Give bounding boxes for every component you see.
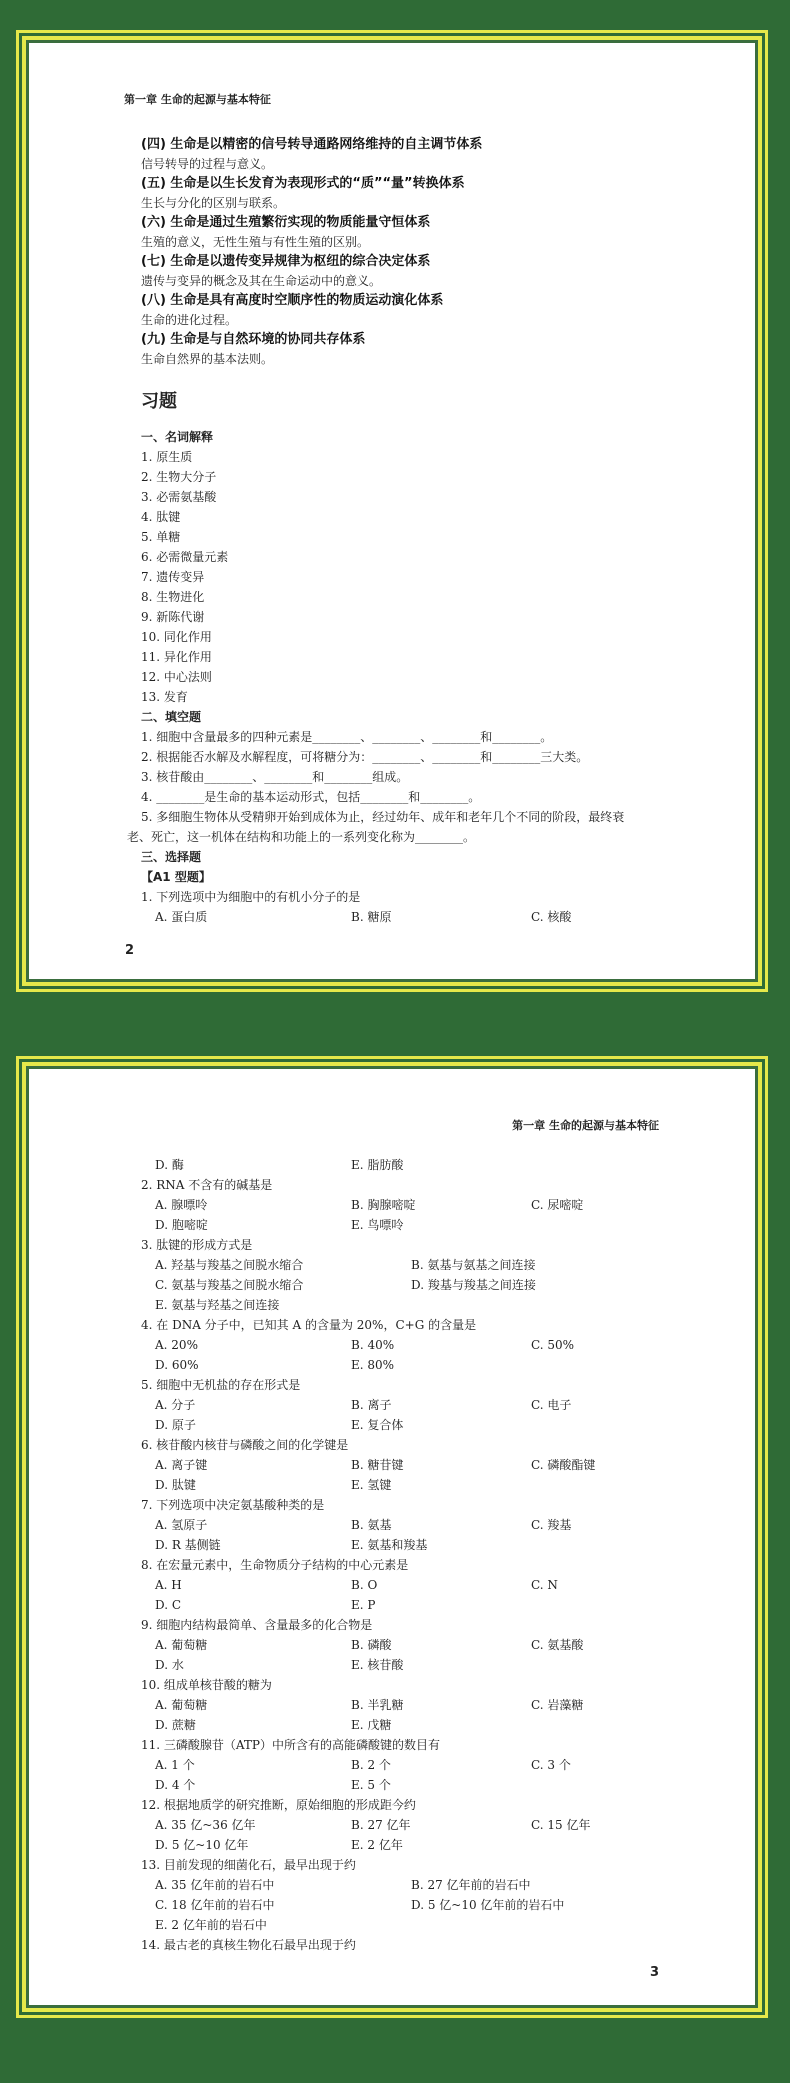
options-row bbox=[141, 1195, 645, 1215]
term-item: 1. 原生质 bbox=[141, 450, 193, 464]
option: D. C bbox=[155, 1598, 182, 1612]
option: D. R 基侧链 bbox=[155, 1538, 221, 1552]
option: B. 27 亿年前的岩石中 bbox=[411, 1878, 531, 1892]
running-head: 第一章 生命的起源与基本特征 bbox=[124, 93, 271, 106]
option: C. 3 个 bbox=[531, 1758, 571, 1772]
question-stem: 11. 三磷酸腺苷（ATP）中所含有的高能磷酸键的数目有 bbox=[141, 1738, 440, 1752]
options-row bbox=[141, 1655, 645, 1675]
option: B. 2 个 bbox=[351, 1758, 391, 1772]
section-body: 生命的进化过程。 bbox=[141, 313, 238, 327]
option: B. 磷酸 bbox=[351, 1638, 392, 1652]
option: D. 胞嘧啶 bbox=[155, 1218, 208, 1232]
section-body: 生长与分化的区别与联系。 bbox=[141, 196, 286, 210]
section-body: 生命自然界的基本法则。 bbox=[141, 352, 274, 366]
option: E. 脂肪酸 bbox=[351, 1158, 404, 1172]
page-2-content bbox=[127, 135, 645, 927]
option: D. 羧基与羧基之间连接 bbox=[411, 1278, 536, 1292]
option: E. 鸟嘌呤 bbox=[351, 1218, 404, 1232]
question-1: 1. 下列选项中为细胞中的有机小分子的是 bbox=[141, 890, 361, 904]
option: C. 磷酸酯键 bbox=[531, 1458, 596, 1472]
option: E. 核苷酸 bbox=[351, 1658, 404, 1672]
option: C. 羧基 bbox=[531, 1518, 572, 1532]
option: D. 5 亿~10 亿年 bbox=[155, 1838, 249, 1852]
fill-item: 老、死亡，这一机体在结构和功能上的一系列变化称为________。 bbox=[127, 830, 476, 844]
textbook-page-3 bbox=[22, 1062, 762, 2012]
options-row bbox=[141, 1915, 645, 1935]
option: E. 戊糖 bbox=[351, 1718, 392, 1732]
question-1-options bbox=[141, 907, 645, 927]
option: B. 27 亿年 bbox=[351, 1818, 411, 1832]
option: C. 氨基酸 bbox=[531, 1638, 584, 1652]
option: A. 羟基与羧基之间脱水缩合 bbox=[155, 1258, 304, 1272]
option: B. 氨基与氨基之间连接 bbox=[411, 1258, 536, 1272]
term-item: 8. 生物进化 bbox=[141, 590, 205, 604]
option: D. 水 bbox=[155, 1658, 184, 1672]
options-row bbox=[141, 1715, 645, 1735]
option: D. 原子 bbox=[155, 1418, 196, 1432]
option: A. 葡萄糖 bbox=[155, 1638, 208, 1652]
term-item: 12. 中心法则 bbox=[141, 670, 212, 684]
option: D. 蔗糖 bbox=[155, 1718, 196, 1732]
option: D. 60% bbox=[155, 1358, 199, 1372]
question-stem: 7. 下列选项中决定氨基酸种类的是 bbox=[141, 1498, 325, 1512]
term-item: 4. 肽键 bbox=[141, 510, 181, 524]
option: C. 岩藻糖 bbox=[531, 1698, 584, 1712]
option: E. 氨基与羟基之间连接 bbox=[155, 1298, 280, 1312]
term-item: 6. 必需微量元素 bbox=[141, 550, 229, 564]
options-row bbox=[141, 1515, 645, 1535]
fill-item: 5. 多细胞生物体从受精卵开始到成体为止，经过幼年、成年和老年几个不同的阶段，最终衰 bbox=[141, 810, 625, 824]
page-number: 3 bbox=[649, 1965, 659, 1980]
option: A. 氢原子 bbox=[155, 1518, 208, 1532]
question-stem: 12. 根据地质学的研究推断，原始细胞的形成距今约 bbox=[141, 1798, 416, 1812]
section-body: 生殖的意义，无性生殖与有性生殖的区别。 bbox=[141, 235, 370, 249]
term-item: 10. 同化作用 bbox=[141, 630, 212, 644]
option: B. 糖苷键 bbox=[351, 1458, 404, 1472]
question-stem: 4. 在 DNA 分子中，已知其 A 的含量为 20%，C+G 的含量是 bbox=[141, 1318, 477, 1332]
question-stem: 8. 在宏量元素中，生命物质分子结构的中心元素是 bbox=[141, 1558, 409, 1572]
option: A. 1 个 bbox=[155, 1758, 195, 1772]
question-stem: 3. 肽键的形成方式是 bbox=[141, 1238, 253, 1252]
term-item: 13. 发育 bbox=[141, 690, 188, 704]
page-inner-border bbox=[26, 40, 758, 982]
options-row bbox=[141, 1335, 645, 1355]
option: A. 葡萄糖 bbox=[155, 1698, 208, 1712]
options-row bbox=[141, 1695, 645, 1715]
option: E. 复合体 bbox=[351, 1418, 404, 1432]
question-stem: 5. 细胞中无机盐的存在形式是 bbox=[141, 1378, 301, 1392]
question-stem: 10. 组成单核苷酸的糖为 bbox=[141, 1678, 272, 1692]
part1-heading: 一、名词解释 bbox=[141, 430, 214, 444]
question-stem: 13. 目前发现的细菌化石，最早出现于约 bbox=[141, 1858, 356, 1872]
option: D. 肽键 bbox=[155, 1478, 196, 1492]
section-body: 遗传与变异的概念及其在生命运动中的意义。 bbox=[141, 274, 382, 288]
option: C. 电子 bbox=[531, 1398, 572, 1412]
options-row bbox=[141, 1575, 645, 1595]
option: B. 胸腺嘧啶 bbox=[351, 1198, 416, 1212]
options-row bbox=[141, 1215, 645, 1235]
option: A. 35 亿年前的岩石中 bbox=[155, 1878, 275, 1892]
option: C. 氨基与羧基之间脱水缩合 bbox=[155, 1278, 304, 1292]
options-row bbox=[141, 1255, 645, 1275]
options-row bbox=[141, 1815, 645, 1835]
options-row bbox=[141, 1395, 645, 1415]
option: E. 2 亿年 bbox=[351, 1838, 403, 1852]
option: E. 氢键 bbox=[351, 1478, 392, 1492]
option: A. 离子键 bbox=[155, 1458, 208, 1472]
option: D. 4 个 bbox=[155, 1778, 196, 1792]
option: A. 分子 bbox=[155, 1398, 196, 1412]
options-row bbox=[141, 1875, 645, 1895]
section-title: (九) 生命是与自然环境的协同共存体系 bbox=[141, 332, 366, 347]
term-item: 9. 新陈代谢 bbox=[141, 610, 205, 624]
option: A. 腺嘌呤 bbox=[155, 1198, 208, 1212]
textbook-page-2 bbox=[22, 36, 762, 986]
options-row bbox=[141, 1535, 645, 1555]
part2-heading: 二、填空题 bbox=[141, 710, 202, 724]
fill-item: 4. ________是生命的基本运动形式，包括________和________。 bbox=[141, 790, 481, 804]
option: A. 20% bbox=[155, 1338, 198, 1352]
option: A. 35 亿~36 亿年 bbox=[155, 1818, 256, 1832]
question-stem: 9. 细胞内结构最简单、含量最多的化合物是 bbox=[141, 1618, 373, 1632]
section-title: (七) 生命是以遗传变异规律为枢纽的综合决定体系 bbox=[141, 254, 431, 269]
fill-in-list bbox=[127, 727, 645, 847]
options-row bbox=[141, 1835, 645, 1855]
option: B. 氨基 bbox=[351, 1518, 392, 1532]
fill-item: 2. 根据能否水解及水解程度，可将糖分为：________、________和________三大类。 bbox=[141, 750, 589, 764]
option: E. 5 个 bbox=[351, 1778, 391, 1792]
term-item: 2. 生物大分子 bbox=[141, 470, 217, 484]
option: B. 糖原 bbox=[351, 910, 392, 924]
options-row bbox=[141, 1415, 645, 1435]
question-list bbox=[141, 1175, 645, 1955]
section-body: 信号转导的过程与意义。 bbox=[141, 157, 274, 171]
section-title: (八) 生命是具有高度时空顺序性的物质运动演化体系 bbox=[141, 293, 444, 308]
section-title: (六) 生命是通过生殖繁衍实现的物质能量守恒体系 bbox=[141, 215, 431, 230]
option: C. N bbox=[531, 1578, 558, 1592]
a1-type-label: 【A1 型题】 bbox=[141, 870, 211, 884]
option: C. 尿嘧啶 bbox=[531, 1198, 584, 1212]
question-stem: 2. RNA 不含有的碱基是 bbox=[141, 1178, 273, 1192]
section-title: (五) 生命是以生长发育为表现形式的“质”“量”转换体系 bbox=[141, 176, 465, 191]
options-row bbox=[141, 1895, 645, 1915]
term-item: 7. 遗传变异 bbox=[141, 570, 205, 584]
term-item: 5. 单糖 bbox=[141, 530, 181, 544]
option: E. P bbox=[351, 1598, 376, 1612]
options-row bbox=[141, 1775, 645, 1795]
options-row bbox=[141, 1635, 645, 1655]
outline-sections bbox=[141, 135, 645, 369]
question-stem: 6. 核苷酸内核苷与磷酸之间的化学键是 bbox=[141, 1438, 349, 1452]
option: C. 18 亿年前的岩石中 bbox=[155, 1898, 275, 1912]
option: D. 5 亿~10 亿年前的岩石中 bbox=[411, 1898, 565, 1912]
option: B. O bbox=[351, 1578, 378, 1592]
question-1-options-continued bbox=[141, 1155, 645, 1175]
part3-heading: 三、选择题 bbox=[141, 850, 202, 864]
option: D. 酶 bbox=[155, 1158, 184, 1172]
page-3-content bbox=[141, 1155, 645, 1955]
options-row bbox=[141, 1295, 645, 1315]
option: A. 蛋白质 bbox=[155, 910, 208, 924]
option: B. 半乳糖 bbox=[351, 1698, 404, 1712]
term-item: 3. 必需氨基酸 bbox=[141, 490, 217, 504]
running-head: 第一章 生命的起源与基本特征 bbox=[512, 1119, 659, 1132]
option: A. H bbox=[155, 1578, 182, 1592]
option: C. 50% bbox=[531, 1338, 575, 1352]
option: E. 氨基和羧基 bbox=[351, 1538, 428, 1552]
option: B. 离子 bbox=[351, 1398, 392, 1412]
options-row bbox=[141, 1755, 645, 1775]
section-title: (四) 生命是以精密的信号转导通路网络维持的自主调节体系 bbox=[141, 137, 483, 152]
page-number: 2 bbox=[125, 943, 135, 958]
option: B. 40% bbox=[351, 1338, 395, 1352]
options-row bbox=[141, 1275, 645, 1295]
fill-item: 3. 核苷酸由________、________和________组成。 bbox=[141, 770, 409, 784]
option: E. 2 亿年前的岩石中 bbox=[155, 1918, 267, 1932]
option: C. 15 亿年 bbox=[531, 1818, 591, 1832]
exercises-heading: 习题 bbox=[141, 391, 177, 412]
option: C. 核酸 bbox=[531, 910, 572, 924]
option: E. 80% bbox=[351, 1358, 395, 1372]
fill-item: 1. 细胞中含量最多的四种元素是________、________、________和________。 bbox=[141, 730, 553, 744]
options-row bbox=[141, 1475, 645, 1495]
options-row bbox=[141, 1355, 645, 1375]
question-stem: 14. 最古老的真核生物化石最早出现于约 bbox=[141, 1938, 356, 1952]
term-item: 11. 异化作用 bbox=[141, 650, 212, 664]
options-row bbox=[141, 1595, 645, 1615]
page-inner-border bbox=[26, 1066, 758, 2008]
term-list bbox=[141, 447, 645, 707]
options-row bbox=[141, 1455, 645, 1475]
